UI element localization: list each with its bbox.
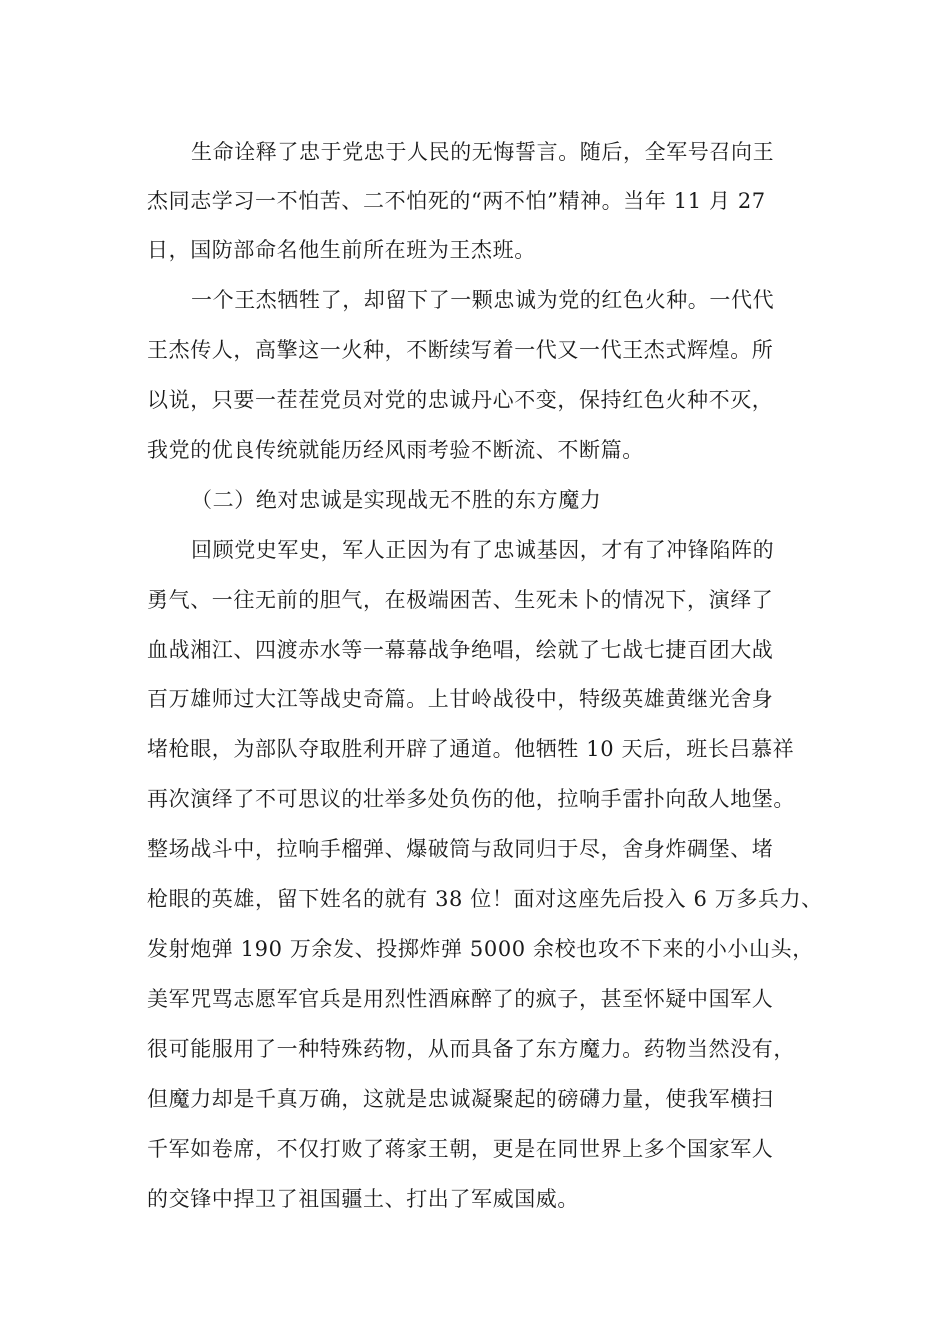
text-line: 王杰传人，高擎这一火种，不断续写着一代又一代王杰式辉煌。所 — [147, 338, 774, 362]
text-line: 血战湘江、四渡赤水等一幕幕战争绝唱，绘就了七战七捷百团大战 — [147, 638, 774, 662]
text-line: 整场战斗中，拉响手榴弹、爆破筒与敌同归于尽，舍身炸碉堡、堵 — [147, 837, 774, 861]
text-line: 的交锋中捍卫了祖国疆土、打出了军威国威。 — [147, 1187, 579, 1211]
text-line: 杰同志学习一不怕苦、二不怕死的“两不怕”精神。当年 11 月 27 — [147, 189, 766, 213]
text-line: 我党的优良传统就能历经风雨考验不断流、不断篇。 — [147, 438, 644, 462]
section-heading: （二）绝对忠诚是实现战无不胜的东方魔力 — [191, 488, 602, 512]
text-line: 枪眼的英雄，留下姓名的就有 38 位！面对这座先后投入 6 万多兵力、 — [147, 887, 823, 911]
text-line: 但魔力却是千真万确，这就是忠诚凝聚起的磅礴力量，使我军横扫 — [147, 1087, 774, 1111]
text-line: 回顾党史军史，军人正因为有了忠诚基因，才有了冲锋陷阵的 — [191, 538, 775, 562]
text-line: 很可能服用了一种特殊药物，从而具备了东方魔力。药物当然没有， — [147, 1037, 795, 1061]
text-line: 千军如卷席，不仅打败了蒋家王朝，更是在同世界上多个国家军人 — [147, 1137, 774, 1161]
text-line: 堵枪眼，为部队夺取胜利开辟了通道。他牺牲 10 天后，班长吕慕祥 — [147, 737, 795, 761]
text-line: 一个王杰牺牲了，却留下了一颗忠诚为党的红色火种。一代代 — [191, 288, 775, 312]
text-line: 美军咒骂志愿军官兵是用烈性酒麻醉了的疯子，甚至怀疑中国军人 — [147, 987, 774, 1011]
text-line: 百万雄师过大江等战史奇篇。上甘岭战役中，特级英雄黄继光舍身 — [147, 687, 774, 711]
text-line: 日，国防部命名他生前所在班为王杰班。 — [147, 238, 536, 262]
text-line: 发射炮弹 190 万余发、投掷炸弹 5000 余校也攻不下来的小小山头， — [147, 937, 814, 961]
text-line: 再次演绎了不可思议的壮举多处负伤的他，拉响手雷扑向敌人地堡。 — [147, 787, 795, 811]
text-line: 勇气、一往无前的胆气，在极端困苦、生死未卜的情况下，演绎了 — [147, 588, 774, 612]
text-line: 生命诠释了忠于党忠于人民的无悔誓言。随后，全军号召向王 — [191, 140, 775, 164]
text-line: 以说，只要一茬茬党员对党的忠诚丹心不变，保持红色火种不灭， — [147, 388, 774, 412]
